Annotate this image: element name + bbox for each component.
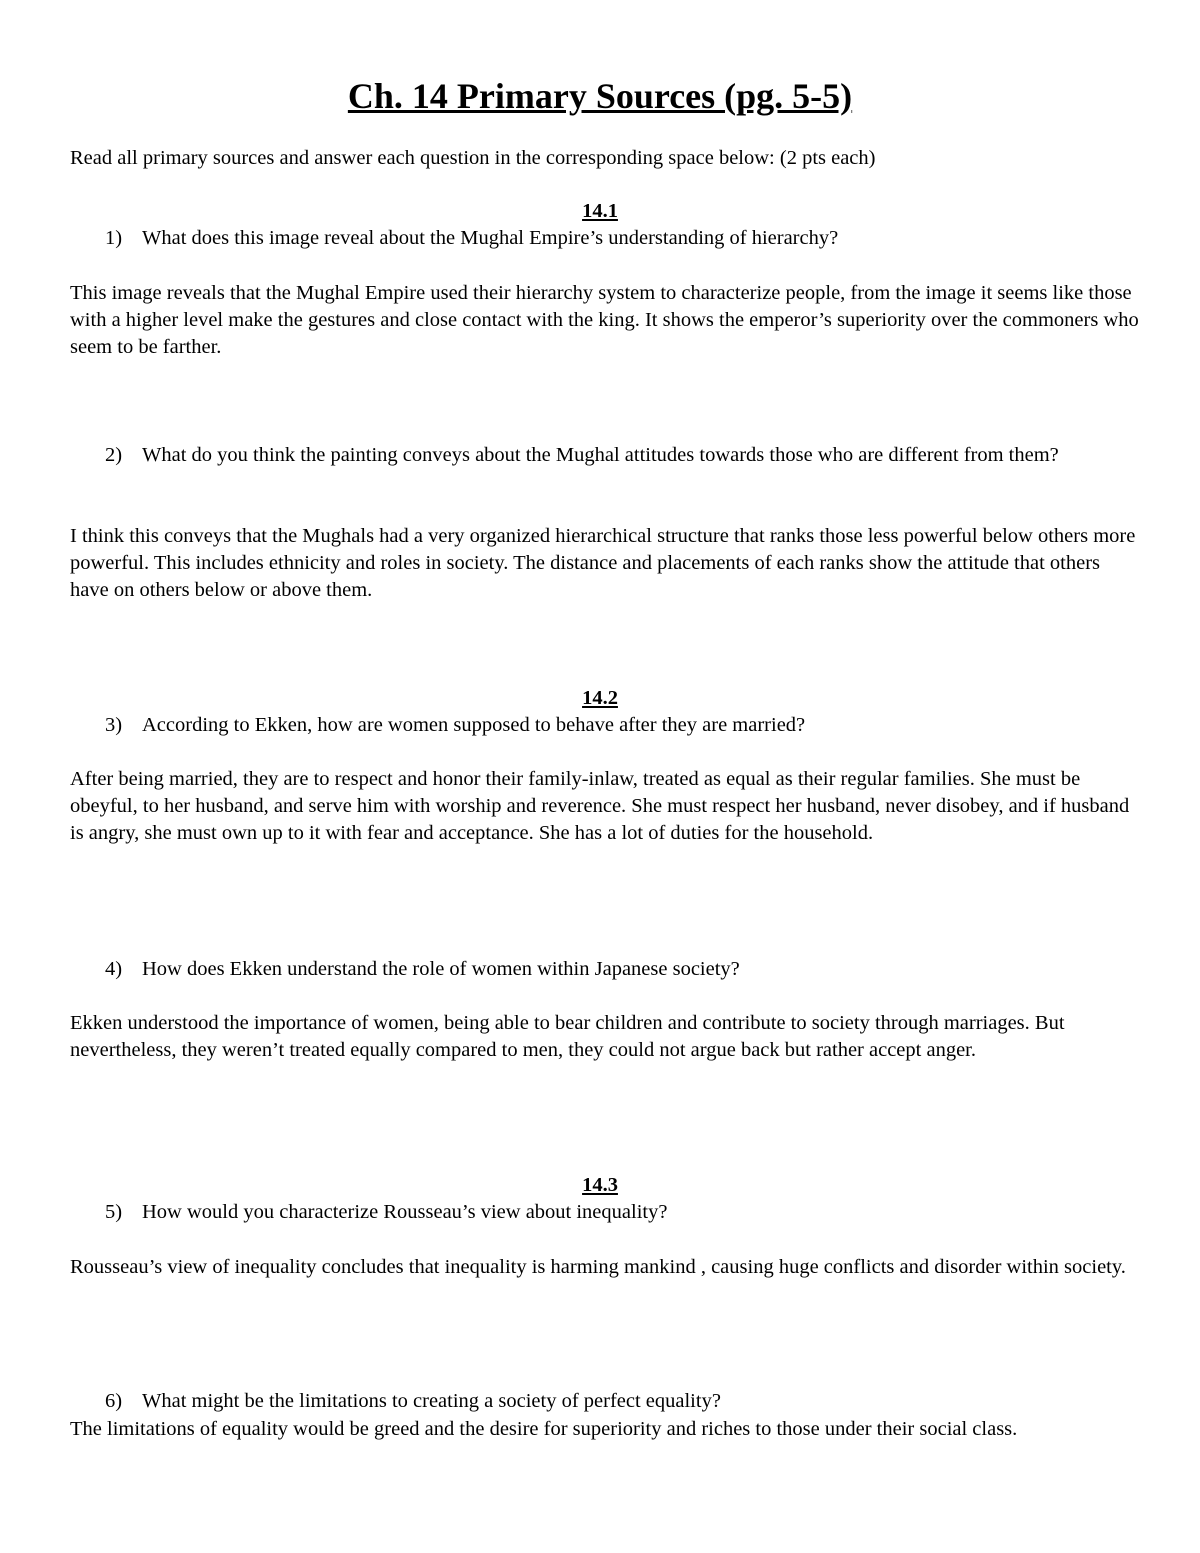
question-4: [105, 956, 1095, 983]
question-text: How does Ekken understand the role of women within Japanese society?: [142, 958, 740, 980]
answer-1: This image reveals that the Mughal Empire used their hierarchy system to characterize people, from the image it seems like those with a higher level make the gestures and close contact with the king. It shows the emperor’s superiority over the commoners who seem to be farther.: [70, 282, 1139, 358]
section-heading-14-3: 14.3: [582, 1174, 618, 1196]
question-5: [105, 1199, 1095, 1226]
document-title: Ch. 14 Primary Sources (pg. 5-5): [347, 76, 853, 116]
answer-4: Ekken understood the importance of women, being able to bear children and contribute to society through marriages. But nevertheless, they weren’t treated equally compared to men, they could not argue back but rather accept anger.: [70, 1012, 1065, 1061]
question-text: What does this image reveal about the Mughal Empire’s understanding of hierarchy?: [142, 227, 839, 249]
answer-5: Rousseau’s view of inequality concludes that inequality is harming mankind , causing huge conflicts and disorder within society.: [70, 1256, 1126, 1278]
question-1: [105, 225, 1095, 252]
question-text: What do you think the painting conveys about the Mughal attitudes towards those who are different from them?: [142, 444, 1059, 466]
question-text: According to Ekken, how are women supposed to behave after they are married?: [142, 714, 806, 736]
answer-6: The limitations of equality would be greed and the desire for superiority and riches to those under their social class.: [70, 1418, 1018, 1440]
question-3: [105, 712, 1095, 739]
question-number: 2): [105, 444, 123, 466]
section-heading-14-1: 14.1: [582, 200, 618, 222]
question-number: 5): [105, 1201, 123, 1223]
question-2: [105, 442, 1095, 469]
answer-3: After being married, they are to respect and honor their family-inlaw, treated as equal as their regular families. She must be obeyful, to her husband, and serve him with worship and reverence. She must respect her husband, never disobey, and if husband is angry, she must own up to it with fear and acceptance. She has a lot of duties for the household.: [70, 768, 1130, 844]
instructions: Read all primary sources and answer each question in the corresponding space below: (2 pts each): [70, 147, 876, 169]
answer-2: I think this conveys that the Mughals had a very organized hierarchical structure that ranks those less powerful below others more powerful. This includes ethnicity and roles in society. The distance and placements of each ranks show the attitude that others have on others below or above them.: [70, 525, 1136, 601]
question-text: How would you characterize Rousseau’s view about inequality?: [142, 1201, 668, 1223]
question-number: 6): [105, 1390, 123, 1412]
question-number: 3): [105, 714, 123, 736]
question-number: 4): [105, 958, 123, 980]
question-number: 1): [105, 227, 123, 249]
question-text: What might be the limitations to creating a society of perfect equality?: [142, 1390, 721, 1412]
question-6: [105, 1388, 1095, 1415]
section-heading-14-2: 14.2: [582, 687, 618, 709]
